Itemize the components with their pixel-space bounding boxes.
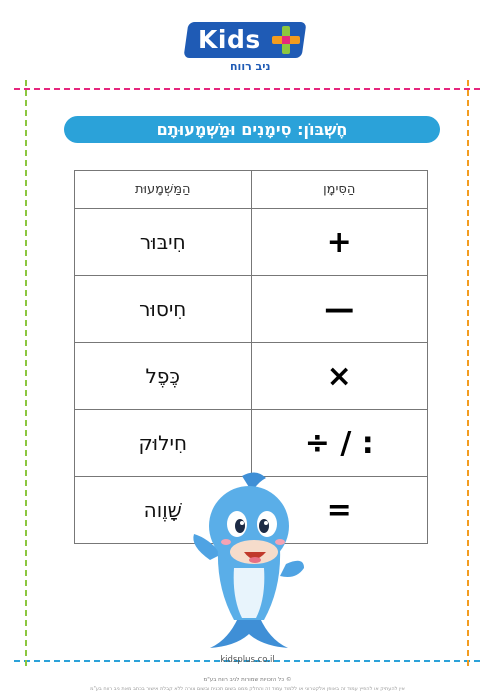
meaning-subtraction: חִיסוּר — [75, 276, 252, 343]
sign-divide: : / ÷ — [251, 410, 428, 477]
meaning-equals: שָׁוֶוה — [75, 477, 252, 544]
sign-equals: = — [251, 477, 428, 544]
sign-minus: — — [251, 276, 428, 343]
table-header-row — [75, 171, 428, 209]
table-row — [75, 209, 428, 276]
sign-plus: + — [251, 209, 428, 276]
meaning-multiplication: כֶּפֶל — [75, 343, 252, 410]
table-row — [75, 410, 428, 477]
logo-subtitle: ניב רווח — [230, 60, 271, 73]
table-row — [75, 276, 428, 343]
footer-copyright: © כל הזכויות שמורות לניב רווח בע"מ — [203, 677, 292, 683]
dolphin-mascot-icon — [188, 468, 310, 654]
footer-url: kidsplus.co.il — [220, 655, 275, 665]
meaning-division: חִילוּק — [75, 410, 252, 477]
header-sign: הַסִּימָן — [251, 171, 428, 209]
page-title: חֶשְׁבּוֹן: סִימָנִים וּמַשְׁמָעוּתָם — [64, 116, 440, 143]
footer-note: אין להעתיק או להפיץ עמוד זה באופן אלקטרוני או ללמוד עמוד זה והחלק ממנו בשום תכנית ובשום צורה ללא קבלת אישור בכתב מאת ניב רווח בע"מ — [90, 686, 405, 692]
sign-times: × — [251, 343, 428, 410]
table-row — [75, 343, 428, 410]
header-meaning: הַמַּשְׁמָעוּת — [75, 171, 252, 209]
meaning-addition: חִיבּוּר — [75, 209, 252, 276]
logo-brand-text: Kids — [198, 25, 261, 54]
